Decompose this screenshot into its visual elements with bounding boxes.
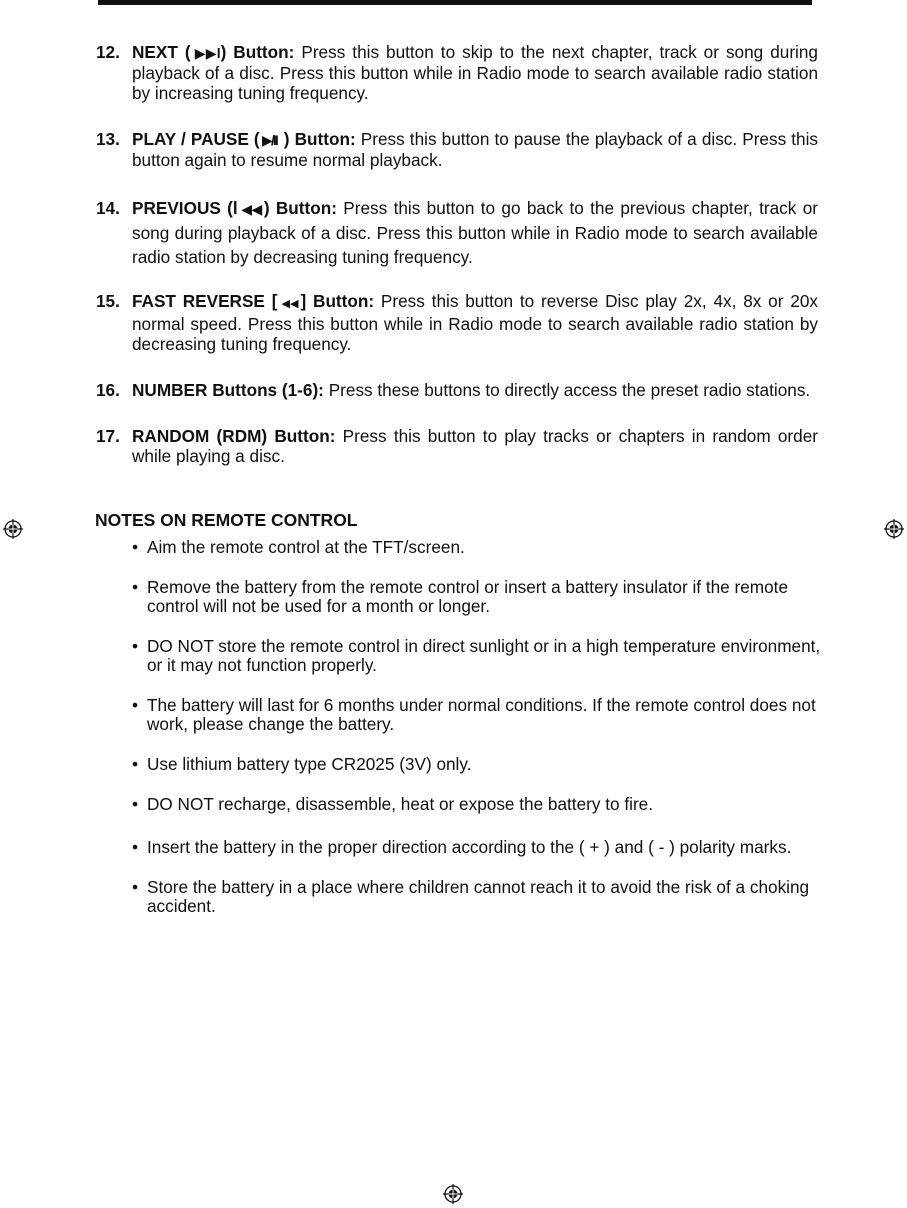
play-pause-icon: ▶/II xyxy=(261,132,277,148)
fast-reverse-icon: ◀◀ xyxy=(279,298,299,310)
list-item xyxy=(132,696,828,734)
item-label: ) Button: xyxy=(220,42,295,62)
registration-mark-icon xyxy=(3,519,23,539)
item-label: NUMBER Buttons (1-6): xyxy=(132,380,324,400)
list-item xyxy=(132,578,828,616)
item-label: ) Button: xyxy=(278,129,356,149)
list-item xyxy=(132,878,828,916)
item-text: Press this button to skip to the next chapter, track or song during playback of a disc. Press this button while in Radio mode to search available radio station by increasing tuning frequency. xyxy=(132,42,818,103)
item-text: Press this button to play tracks or chapters in random order while playing a disc. xyxy=(132,426,818,466)
list-item xyxy=(132,795,828,814)
registration-mark-icon xyxy=(443,1184,463,1204)
note-text: Store the battery in a place where children cannot reach it to avoid the risk of a choking accident. xyxy=(147,877,810,916)
item-label: ] Button: xyxy=(300,291,375,311)
note-text: The battery will last for 6 months under normal conditions. If the remote control does not work, please change the battery. xyxy=(147,695,816,734)
item-number: 15. xyxy=(96,291,120,311)
item-label: PLAY / PAUSE ( xyxy=(132,129,260,149)
item-label: NEXT ( xyxy=(132,42,191,62)
item-text: Press this button to pause the playback of a disc. Press this button again to resume normal playback. xyxy=(132,129,819,170)
bullet: • xyxy=(132,877,139,897)
bullet: • xyxy=(132,636,139,656)
note-text: Insert the battery in the proper direction according to the ( + ) and ( - ) polarity marks. xyxy=(147,837,792,857)
item-number-buttons xyxy=(96,380,818,400)
registration-mark-icon xyxy=(884,519,904,539)
previous-icon: ◀◀ xyxy=(239,201,262,217)
note-text: DO NOT store the remote control in direct sunlight or in a high temperature environment, or it may not function properly. xyxy=(147,636,821,675)
bullet: • xyxy=(132,695,139,715)
item-number: 13. xyxy=(96,129,120,149)
notes-list xyxy=(132,538,828,937)
note-text: DO NOT recharge, disassemble, heat or expose the battery to fire. xyxy=(147,794,653,814)
item-number: 17. xyxy=(96,426,120,446)
item-number: 12. xyxy=(96,42,120,62)
notes-heading: NOTES ON REMOTE CONTROL xyxy=(95,510,358,530)
list-item xyxy=(132,637,828,675)
item-number: 14. xyxy=(96,198,120,218)
note-text: Aim the remote control at the TFT/screen. xyxy=(147,537,465,557)
button-descriptions xyxy=(96,42,818,492)
item-text: Press these buttons to directly access the preset radio stations. xyxy=(323,380,811,400)
note-text: Remove the battery from the remote control or insert a battery insulator if the remote control will not be used for a month or longer. xyxy=(147,577,788,616)
item-label: PREVIOUS (l xyxy=(132,198,238,218)
item-text: Press this button to reverse Disc play 2x, 4x, 8x or 20x normal speed. Press this button while in Radio mode to search available radio station by decreasing tuning frequency. xyxy=(132,291,818,354)
list-item xyxy=(132,538,828,557)
bullet: • xyxy=(132,537,139,557)
top-rule xyxy=(98,0,812,5)
item-label: FAST REVERSE [ xyxy=(132,291,278,311)
note-text: Use lithium battery type CR2025 (3V) only. xyxy=(147,754,472,774)
item-text: Press this button to go back to the previous chapter, track or song during playback of a disc. Press this button while in Radio mode to search available radio station by decreasing tuning frequency. xyxy=(132,198,818,267)
item-random xyxy=(96,426,818,466)
bullet: • xyxy=(132,794,139,814)
item-number: 16. xyxy=(96,380,120,400)
item-label: RANDOM (RDM) Button: xyxy=(132,426,336,446)
bullet: • xyxy=(132,577,139,597)
item-previous xyxy=(96,196,818,269)
item-label: ) Button: xyxy=(263,198,337,218)
list-item xyxy=(132,755,828,774)
bullet: • xyxy=(132,754,139,774)
item-next xyxy=(96,42,818,103)
bullet: • xyxy=(132,837,139,857)
list-item xyxy=(132,835,828,859)
item-fast-reverse xyxy=(96,291,818,354)
next-icon: ▶▶l xyxy=(192,45,219,61)
item-play-pause xyxy=(96,129,818,170)
